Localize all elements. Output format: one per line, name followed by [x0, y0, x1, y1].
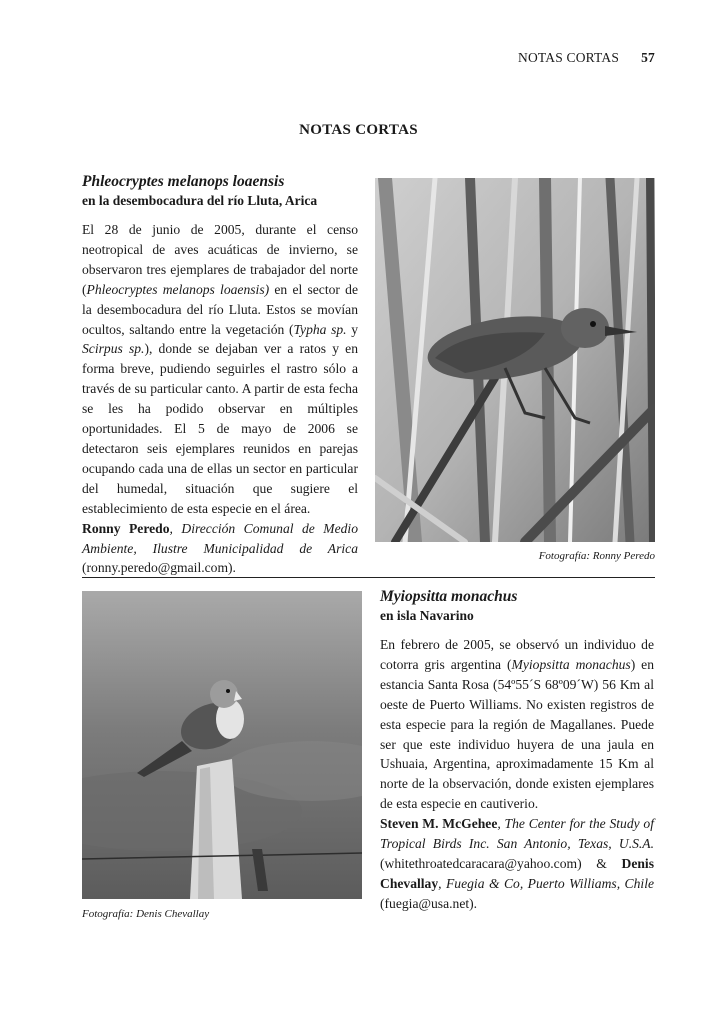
- note2-affiliation2: , Fuegia & Co, Puerto Williams, Chile: [438, 875, 654, 891]
- note1-body: [82, 220, 358, 578]
- note1-body-part: El 28 de junio de 2005, durante el censo neotropical de aves acuáticas de invierno, se observaron tres ejemplares de trabajador del norte (: [82, 222, 358, 297]
- section-title: NOTAS CORTAS: [299, 122, 418, 138]
- note2-author1: Steven M. McGehee: [380, 816, 498, 832]
- note-phleocryptes: [82, 172, 358, 578]
- photo-parakeet-on-post: [82, 591, 362, 899]
- note1-author: Ronny Peredo: [82, 520, 170, 536]
- photo-reed-bird: [375, 178, 655, 542]
- note1-body-part: en el sector de la desembocadura del río Lluta. Estos se movían ocultos, saltando entre la vegetación (: [82, 281, 359, 337]
- note2-body-part: En febrero de 2005, se observó un individuo de cotorra gris argentina (: [380, 637, 654, 672]
- note2-body-part: ) en estancia Santa Rosa (54º55´S 68º09´W) 56 Km al oeste de Puerto Williams. No existen registros de esta especie para la región de Magallanes. Puede ser que este individuo huyera de una jaula en Ushuaia, Argentina, aproximadamente 15 Km al norte de la observación, donde existen ejemplares de esta especie en cautiverio.: [380, 656, 654, 812]
- page-number: 57: [641, 50, 655, 65]
- note2-affiliation1: , The Center for the Study of Tropical Birds Inc. San Antonio, Texas, U.S.A.: [380, 816, 654, 852]
- note1-sci-name: Phleocryptes melanops loaensis): [86, 281, 270, 297]
- note1-species-title: Phleocryptes melanops loaensis: [82, 173, 285, 190]
- note2-email2: (fuegia@usa.net).: [380, 895, 478, 911]
- note1-body-part: ), donde se dejaban ver a ratos y en forma breve, pudiendo seguirles el rastro sólo a través de su particular canto. A partir de esta fecha se les ha podido observar en múltiples oportunidades. El 5 de mayo de 2006 se detectaron seis ejemplares reunidos en parejas ocupando cada una de ellas un sector en particular del humedal, situación que sugiere el establecimiento de esta especie en el área.: [82, 341, 359, 516]
- running-head: [518, 50, 655, 66]
- section-divider: [82, 577, 655, 578]
- parakeet-illustration: [82, 591, 362, 899]
- note2-species-title: Myiopsitta monachus: [380, 588, 518, 605]
- note1-body-part: y: [346, 321, 359, 337]
- photo1-caption: Fotografía: Ronny Peredo: [538, 550, 655, 562]
- note2-location: en isla Navarino: [380, 608, 474, 623]
- reed-bird-illustration: [375, 178, 655, 542]
- note1-affiliation: , Dirección Comunal de Medio Ambiente, Ilustre Municipalidad de Arica: [82, 520, 359, 556]
- note1-sci-name: Scirpus sp.: [82, 341, 145, 357]
- running-title: NOTAS CORTAS: [518, 50, 620, 65]
- note2-body: [380, 635, 654, 914]
- note2-author2: Denis Chevallay: [380, 855, 654, 891]
- note2-sci-name: Myiopsitta monachus: [511, 656, 631, 672]
- note1-email: (ronny.peredo@gmail.com).: [82, 560, 236, 576]
- note2-email1: (whitethroatedcaracara@yahoo.com) &: [380, 855, 622, 871]
- photo2-caption: Fotografía: Denis Chevallay: [82, 908, 210, 920]
- note-myiopsitta: [380, 587, 654, 914]
- note1-location: en la desembocadura del río Lluta, Arica: [82, 193, 318, 208]
- note1-sci-name: Typha sp.: [293, 321, 347, 337]
